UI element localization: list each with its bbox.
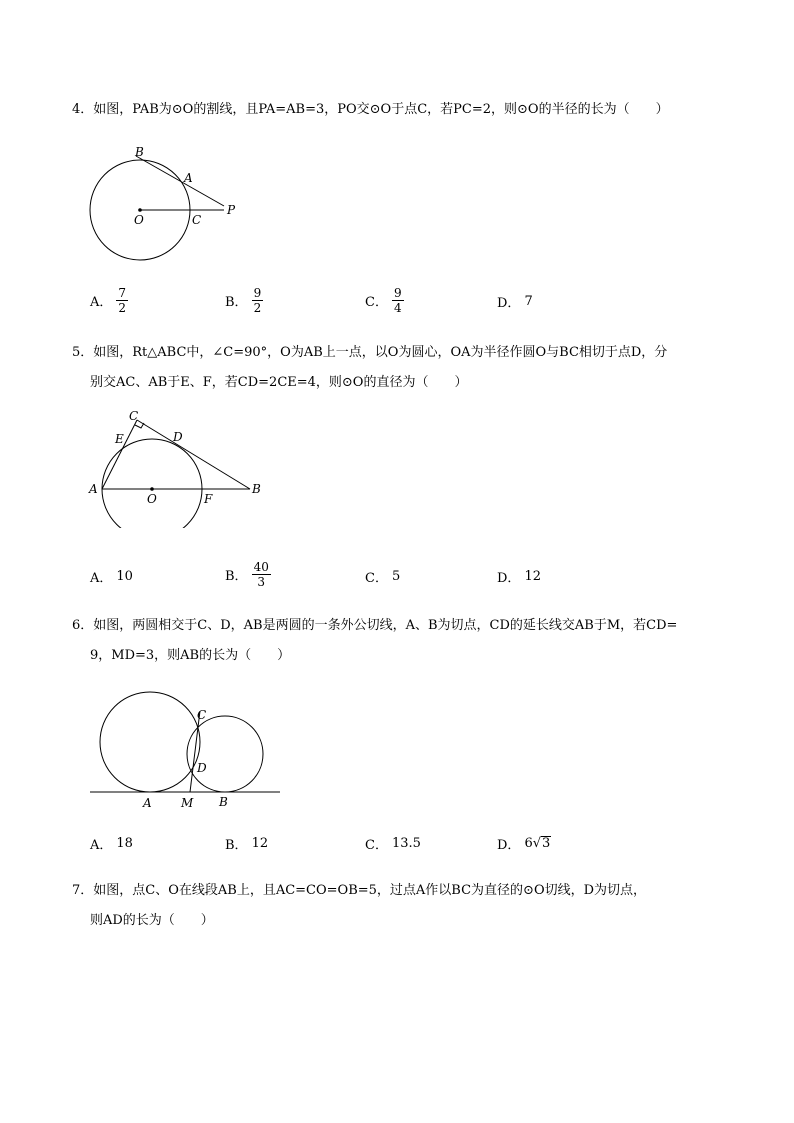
q5-option-d[interactable]: D． 12 <box>497 569 541 586</box>
q5-option-b[interactable]: B． $\frac{40}{3}$ <box>225 560 269 589</box>
fraction: $\frac{9}{2}$ <box>253 286 262 315</box>
q7-text-line2: 则AD的长为（ ） <box>90 913 214 928</box>
q5-label-f: F <box>204 492 213 506</box>
q5-circle <box>102 439 202 528</box>
q7-text-line1: 7．如图，点C、O在线段AB上，且AC=CO=OB=5，过点A作以BC为直径的⊙O切线，D为切点， <box>72 883 647 898</box>
q5-label-o: O <box>147 492 157 506</box>
fraction: $\frac{9}{4}$ <box>393 286 402 315</box>
q5-option-c[interactable]: C． 5 <box>365 569 401 586</box>
q5-figure <box>85 408 275 528</box>
q4-label-p: P <box>227 203 236 217</box>
q4-option-c[interactable]: C． $\frac{9}{4}$ <box>365 286 402 315</box>
q5-label-a: A <box>89 482 98 496</box>
q6-line-cm <box>190 711 200 792</box>
q4-center-dot <box>138 208 142 212</box>
q6-label-b: B <box>219 795 228 809</box>
q5-center-dot <box>150 487 154 491</box>
q6-label-a: A <box>143 796 152 810</box>
q4-label-a: A <box>184 171 193 185</box>
q4-figure <box>80 140 250 265</box>
q5-text-line1: 5．如图，Rt△ABC中，∠C=90°，O为AB上一点，以O为圆心，OA为半径作圆O与BC相切于点D，分 <box>72 345 668 360</box>
q5-label-e: E <box>115 432 124 446</box>
q5-text-line2: 别交AC、AB于E、F，若CD=2CE=4，则⊙O的直径为（ ） <box>90 375 468 390</box>
q4-option-a[interactable]: A． $\frac{7}{2}$ <box>90 286 127 315</box>
q5-option-a[interactable]: A． 10 <box>90 569 133 586</box>
q6-text-line1: 6．如图，两圆相交于C、D，AB是两圆的一条外公切线，A、B为切点，CD的延长线交AB于M，若CD= <box>72 618 678 633</box>
q6-circle-left <box>100 692 200 792</box>
fraction: $\frac{40}{3}$ <box>253 560 269 589</box>
sqrt: √ 3 <box>532 836 551 851</box>
q4-label-c: C <box>192 213 202 227</box>
q4-option-b[interactable]: B． $\frac{9}{2}$ <box>225 286 262 315</box>
q6-option-c[interactable]: C． 13.5 <box>365 836 421 853</box>
q4-text: 4．如图，PAB为⊙O的割线，且PA=AB=3，PO交⊙O于点C，若PC=2，则⊙O的半径的长为（ ） <box>72 102 669 117</box>
q6-label-d: D <box>197 761 207 775</box>
q5-label-b: B <box>252 482 261 496</box>
q5-label-c: C <box>129 409 139 423</box>
q5-side-cb <box>137 420 250 489</box>
q4-option-d[interactable]: D． 7 <box>497 294 533 311</box>
q6-option-a[interactable]: A． 18 <box>90 836 133 853</box>
q5-label-d: D <box>173 430 183 444</box>
q5-side-ac <box>102 420 137 489</box>
q6-label-m: M <box>181 796 194 810</box>
q6-figure <box>85 685 290 815</box>
q6-label-c: C <box>197 708 207 722</box>
q4-label-o: O <box>134 213 144 227</box>
q4-secant <box>136 156 224 206</box>
q6-text-line2: 9，MD=3，则AB的长为（ ） <box>90 648 291 663</box>
fraction: $\frac{7}{2}$ <box>118 286 127 315</box>
q4-label-b: B <box>135 145 144 159</box>
q6-option-b[interactable]: B． 12 <box>225 836 269 853</box>
q6-option-d[interactable]: D． 6 √ 3 <box>497 836 551 853</box>
